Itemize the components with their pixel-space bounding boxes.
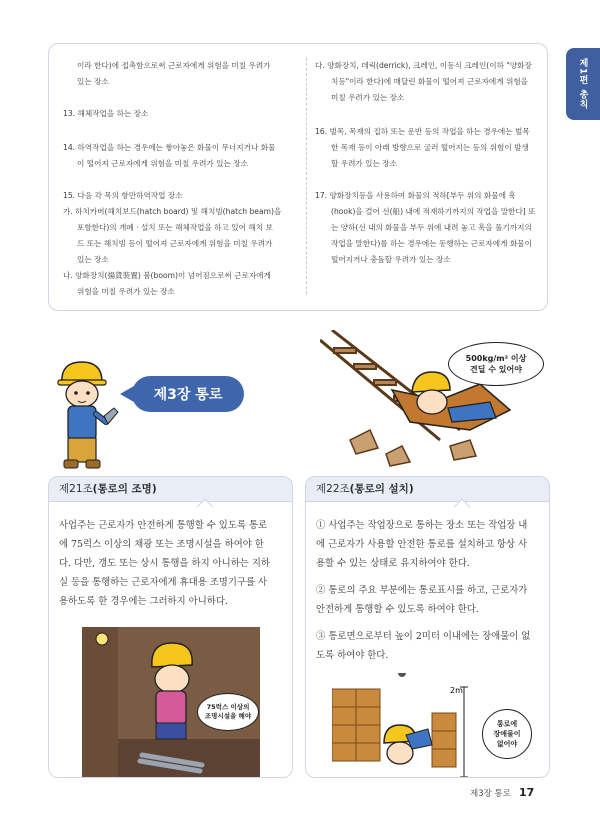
text-line: (hook)을 걸어 선(船) 내에 적재하기까지의 작업을 말한다] 또 [331,207,536,216]
text-line: 위험을 미칠 우려가 있는 장소 [77,287,175,296]
section-side-tab[interactable] [566,48,600,120]
side-tab-label: 제1편 총칙 [577,58,588,110]
text-line: 14. 하역작업을 하는 경우에는 쌓아놓은 화물이 무너지거나 화물 [63,143,276,152]
text-line: 17. 양화장치등을 사용하여 화물의 적하[부두 위의 화물에 훅 [315,191,516,200]
article-number: 제22조 [316,483,350,495]
article-22-card [305,476,550,778]
footer-chapter: 제3장 통로 [470,789,511,799]
bubble-line: 없어야 [496,740,518,748]
body-line: 도록 하여야 한다. [316,650,389,661]
paragraph-3 [316,627,539,665]
text-line: 있는 장소 [77,77,109,86]
text-line: 가. 하치카버(해치보드(hatch board) 및 해치빔(hatch beam)을 [63,207,282,216]
chapter-title: 제3장 통로 [132,376,244,412]
bubble-line: 견딜 수 있어야 [470,365,522,374]
bubble-line: 500kg/m² 이상 [465,354,527,363]
body-line: ① 사업주는 작업장으로 통하는 장소 또는 작업장 내 [316,520,528,531]
body-line: ② 통로의 주요 부분에는 통로표시를 하고, 근로자가 [316,585,528,596]
page-footer [470,786,534,799]
article-21-heading [49,477,292,502]
bubble-line: 조명시설을 해야 [204,712,252,720]
text-line: 드 또는 해치빔 등이 떨어져 근로자에게 위험을 미칠 우려가 [77,239,273,248]
article-21-card [48,476,293,778]
body-line: 실 등을 통행하는 근로자에게 휴대용 조명기구를 사 [59,577,268,588]
text-line: 15. 다음 각 목의 항만하역작업 장소 [63,191,183,200]
text-line: 떨어지거나 충돌할 우려가 있는 장소 [331,255,451,264]
body-line: ③ 통로면으로부터 높이 2미터 이내에는 장애물이 없 [316,631,531,642]
text-line: 치등"이라 한다)에 매달린 화물이 떨어져 근로자에게 위험을 [331,77,528,86]
column-divider [306,58,307,294]
body-line: 다. 다만, 갱도 또는 상시 통행을 하지 아니하는 지하 [59,558,270,569]
paragraph-2 [316,581,539,619]
text-line: 다. 양화장치, 데릭(derrick), 크레인, 이동식 크레인(이하 "양화장 [315,61,532,70]
text-line: 이 떨어져 근로자에게 위험을 미칠 우려가 있는 장소 [77,159,248,168]
text-line: 한 목재 등이 아래 방향으로 굴러 떨어지는 등의 위험이 발생 [331,143,529,152]
text-line: 할 우려가 있는 장소 [331,159,397,168]
worker-mascot-illustration [48,358,124,474]
article-21-body [49,502,292,611]
article-title: (통로의 설치) [349,483,414,495]
lighting-speech-bubble [197,693,259,731]
body-line: 사업주는 근로자가 안전하게 통행할 수 있도록 통로 [59,520,268,531]
text-line: 미칠 우려가 있는 장소 [331,93,405,102]
load-capacity-speech-bubble [448,342,544,386]
top-text-card [48,43,548,311]
text-line: 13. 해체작업을 하는 장소 [63,109,149,118]
height-label: 2m [450,686,463,695]
article-title: (통로의 조명) [92,483,157,495]
article-22-heading [306,477,549,502]
body-line: 에 75럭스 이상의 채광 또는 조명시설을 하여야 한 [59,539,264,550]
text-line: 이라 한다)에 접촉함으로써 근로자에게 위험을 미칠 우려가 [77,61,271,70]
bubble-line: 75럭스 이상의 [206,703,250,711]
body-line: 용할 수 있는 상태로 유지하여야 한다. [316,558,470,569]
text-line: 작업을 말한다)를 하는 경우에는 동행하는 근로자에게 화물이 [331,239,532,248]
page-number: 17 [518,786,535,799]
article-number: 제21조 [59,483,93,495]
text-line: 있는 장소 [77,255,109,264]
text-line: 포함한다)의 개폐 · 설치 또는 해체작업을 하고 있어 해치 보 [77,223,273,232]
obstacle-speech-bubble [482,709,532,759]
bubble-line: 통로에 [496,720,518,728]
article-22-body [306,502,549,665]
bubble-line: 장애물이 [493,730,521,738]
body-line: 용하도록 한 경우에는 그러하지 아니하다. [59,596,228,607]
text-line: 는 양하(선 내의 화물을 부두 위에 내려 놓고 훅을 풀기까지의 [331,223,532,232]
text-line: 나. 양화장치(揚貨裝置) 붐(boom)이 넘어짐으로써 근로자에게 [63,271,271,280]
paragraph-1 [316,516,539,573]
body-line: 에 근로자가 사용할 안전한 통로를 설치하고 항상 사 [316,539,528,550]
body-line: 안전하게 통행할 수 있도록 하여야 한다. [316,604,479,615]
text-line: 16. 벌목, 목재의 집하 또는 운반 등의 작업을 하는 경우에는 벌목 [315,127,530,136]
